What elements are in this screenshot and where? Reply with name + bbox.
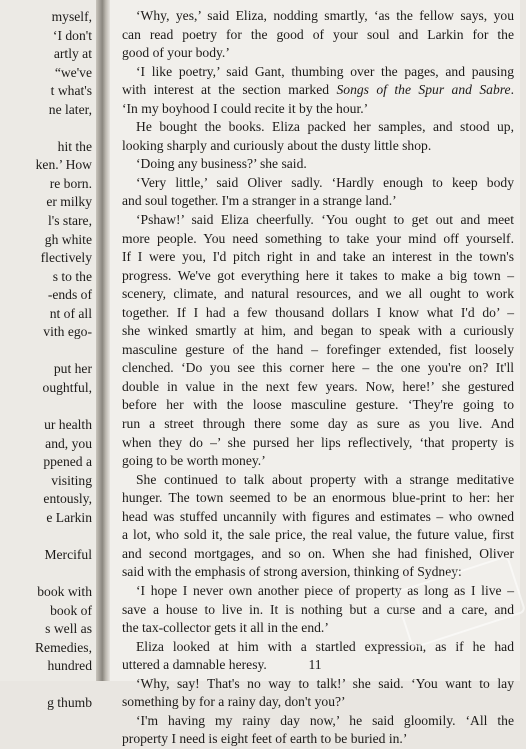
left-page-line: e Larkin xyxy=(46,509,92,525)
text-line: If I were you, I'd pitch right in and take an interest in the town's xyxy=(122,249,514,265)
left-page-line: t what's xyxy=(50,83,92,99)
text-line: can read poetry for the good of your soul and Larkin for the xyxy=(122,26,514,42)
left-page-line: visiting xyxy=(51,472,92,488)
text-line: going to be worth money.’ xyxy=(122,453,266,469)
text-line: a lot, who sold it, the sale price, the real value, the future value, first xyxy=(122,527,514,543)
text-line: property I need is eight feet of earth to be buried in.’ xyxy=(122,731,408,747)
text-line: ‘Doing any business?’ she said. xyxy=(136,156,307,172)
left-page-line: g thumb xyxy=(47,695,92,711)
text-line: masculine gesture of the hand – forefinger extended, fist loosely xyxy=(122,341,514,357)
left-page xyxy=(0,0,96,711)
text-line: uttered a damnable heresy. xyxy=(122,657,267,673)
text-line: run a street through there some day as sure as you live. And xyxy=(122,416,514,432)
right-page xyxy=(110,0,520,747)
left-page-line: entously, xyxy=(43,491,92,507)
text-line: when they do –’ she pursed her lips reflectively, ‘that property is xyxy=(122,434,514,450)
text-line: ‘I like poetry,’ said Gant, thumbing over the pages, and pausing xyxy=(136,63,514,79)
left-page-line: ken.’ How xyxy=(35,157,92,173)
text-line: looking sharply and curiously about the dusty little shop. xyxy=(122,137,432,153)
left-page-line: s to the xyxy=(52,268,92,284)
left-page-line xyxy=(0,119,92,138)
text-line: more people. You need something to take your mind off yourself. xyxy=(122,230,514,246)
left-page-line: ppened a xyxy=(43,454,92,470)
left-page-line: Remedies, xyxy=(34,639,92,655)
text-line: scenery, climate, and natural resources, and we all ought to work xyxy=(122,286,514,302)
left-page-line: l's stare, xyxy=(48,213,92,229)
text-line: the tax-collector gets it all in the end.’ xyxy=(122,620,329,636)
text-line: with interest at the section marked Songs of the Spur and Sabre. xyxy=(122,82,514,98)
left-page-line: ‘I don't xyxy=(52,27,92,43)
text-line: ‘Very little,’ said Oliver sadly. ‘Hardly enough to keep body xyxy=(136,174,514,190)
left-page-line: ur health xyxy=(44,417,92,433)
left-page-line xyxy=(0,676,92,695)
text-line: she winked smartly at him, and began to speak with a curiously xyxy=(122,323,514,339)
text-line: double in value in the next few years. Now, here!’ she gestured xyxy=(122,378,514,394)
text-line: together. If I had a few thousand dollars I know what I'd do’ – xyxy=(122,304,514,320)
left-page-line: and, you xyxy=(45,435,92,451)
text-line: progress. We've got everything here it takes to make a big town – xyxy=(122,267,514,283)
left-page-line: put her xyxy=(53,361,92,377)
left-page-line: flectively xyxy=(40,250,92,266)
text-line: save a house to live in. It is nothing but a curse and a care, and xyxy=(122,601,514,617)
page-number: 11 xyxy=(308,657,322,672)
left-page-line: myself, xyxy=(51,9,92,24)
left-page-line: artly at xyxy=(53,46,92,62)
left-page-line: book with xyxy=(37,583,92,599)
left-page-line xyxy=(0,342,92,361)
text-line: something by for a rainy day, don't you?’ xyxy=(122,694,346,710)
book-gutter xyxy=(96,0,110,681)
left-page-line: hundred xyxy=(47,658,92,674)
text-line: Eliza looked at him with a startled expression, as if he had xyxy=(136,638,514,654)
text-line: ‘In my boyhood I could recite it by the hour.’ xyxy=(122,100,369,116)
text-line: said with the emphasis of strong aversion, thinking of Sydney: xyxy=(122,564,462,580)
left-page-line: vith ego- xyxy=(43,324,92,340)
left-page-line: -ends of xyxy=(47,287,92,303)
left-page-text xyxy=(0,8,92,713)
left-page-line: oughtful, xyxy=(42,379,92,395)
text-line: ‘I hope I never own another piece of property as long as I live – xyxy=(136,582,514,598)
left-page-line: book of xyxy=(50,602,92,618)
text-line: ‘Pshaw!’ said Eliza cheerfully. ‘You ought to get out and meet xyxy=(136,212,514,228)
text-line: ‘I'm having my rainy day now,’ he said gloomily. ‘All the xyxy=(136,712,514,728)
left-page-line: Merciful xyxy=(44,546,92,562)
text-line: ‘Why, say! That's no way to talk!’ she said. ‘You want to lay xyxy=(136,675,514,691)
left-page-line: gh white xyxy=(44,231,92,247)
text-line: and soul together. I'm a stranger in a strange land.’ xyxy=(122,193,397,209)
left-page-line: s well as xyxy=(45,621,92,637)
text-line: She continued to talk about property with a strange meditative xyxy=(136,471,514,487)
left-page-line: re born. xyxy=(49,175,92,191)
left-page-line xyxy=(0,564,92,583)
left-page-line: “we've xyxy=(54,64,92,80)
text-line: ‘Why, yes,’ said Eliza, nodding smartly, ‘as the fellow says, you xyxy=(136,8,514,23)
left-page-line: ne later, xyxy=(48,101,92,117)
text-line: He bought the books. Eliza packed her samples, and stood up, xyxy=(136,119,514,135)
left-page-line xyxy=(0,527,92,546)
page-body-text xyxy=(122,7,514,749)
left-page-line: hit the xyxy=(57,138,92,154)
left-page-line: er milky xyxy=(46,194,92,210)
text-line: and second mortgages, and so on. When she had finished, Oliver xyxy=(122,545,514,561)
left-page-line: nt of all xyxy=(49,305,92,321)
left-page-line xyxy=(0,397,92,416)
text-line: hunger. The town seemed to be an enormous blue-print to her: her xyxy=(122,490,514,506)
text-line: clenched. ‘Do you see this corner here – the one you're on? It'll xyxy=(122,360,514,376)
text-line: head was stuffed uncannily with figures and estimates – who owned xyxy=(122,508,514,524)
text-line: before her with the loose masculine gesture. ‘They're going to xyxy=(122,397,514,413)
text-line: good of your body.’ xyxy=(122,45,230,61)
